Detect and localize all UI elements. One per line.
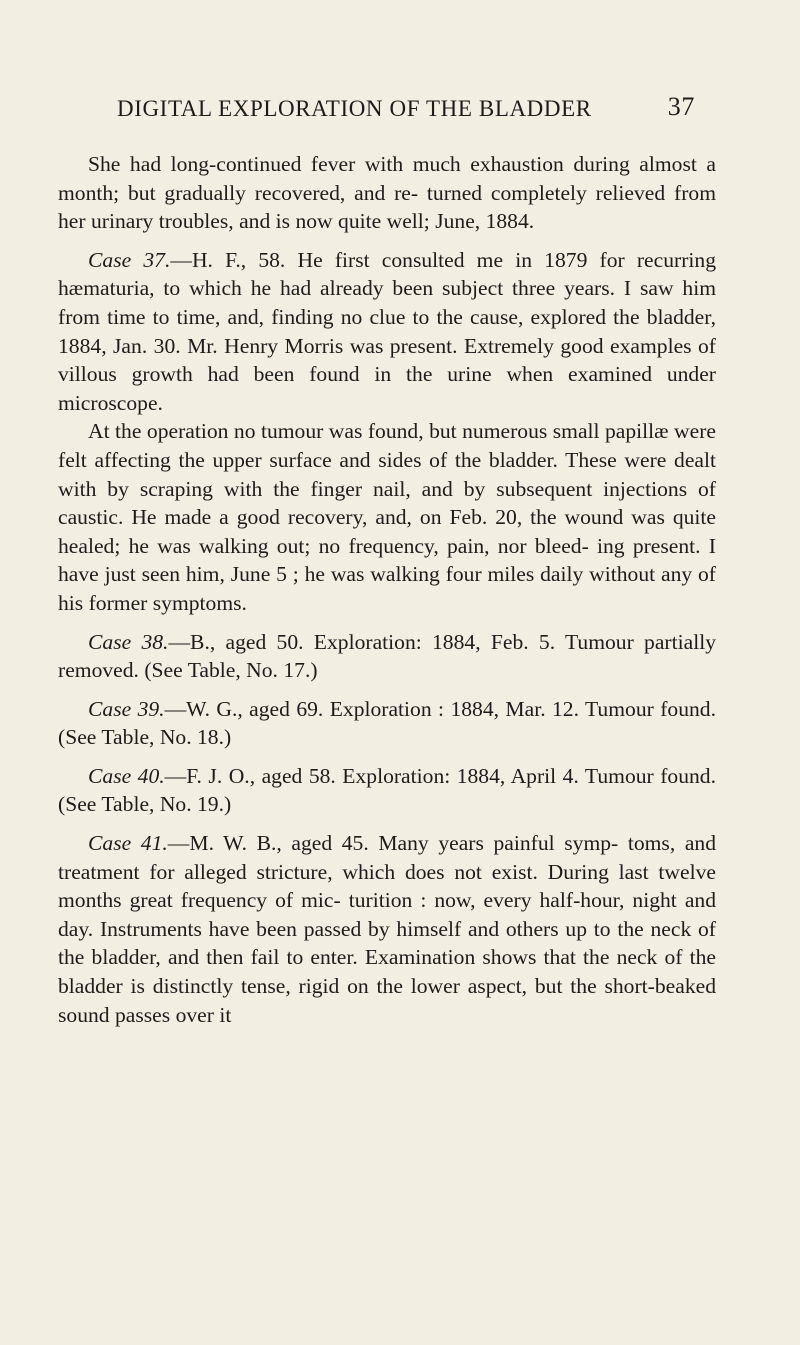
case-label: Case 38.	[88, 629, 169, 654]
case-label: Case 41.	[88, 831, 168, 856]
paragraph-continuation	[58, 150, 716, 236]
case-label: Case 37.	[88, 247, 171, 272]
paragraph-text: She had long-continued fever with much exhaustion during almost a month; but gradually recovered, and re- turned completely relieved from her urinary troubles, and is now quite well; June, 1884.	[58, 152, 716, 234]
running-head	[117, 92, 695, 128]
paragraph-case-37-operation	[58, 417, 716, 617]
paragraph-case-38	[58, 628, 716, 685]
paragraph-text: —M. W. B., aged 45. Many years painful symp- toms, and treatment for alleged stricture, which does not exist. During last twelve months great frequency of mic- turition : now, every half-hour, night and day. Instruments have been passed by himself and others up to the neck of the bladder, and then fail to enter. Examination shows that the neck of the bladder is distinctly tense, rigid on the lower aspect, but the short-beaked sound passes over it	[58, 831, 716, 1027]
paragraph-text: —H. F., 58. He first consulted me in 1879 for recurring hæmaturia, to which he had already been subject three years. I saw him from time to time, and, finding no clue to the cause, explored the bladder, 1884, Jan. 30. Mr. Henry Morris was present. Extremely good examples of villous growth had been found in the urine when examined under microscope.	[58, 247, 716, 415]
paragraph-text: —F. J. O., aged 58. Exploration: 1884, April 4. Tumour found. (See Table, No. 19.)	[58, 763, 716, 817]
paragraph-text: —B., aged 50. Exploration: 1884, Feb. 5. Tumour partially removed. (See Table, No. 17.)	[58, 629, 717, 683]
running-title: DIGITAL EXPLORATION OF THE BLADDER	[117, 96, 592, 121]
body-text	[58, 150, 716, 1029]
paragraph-text: At the operation no tumour was found, but numerous small papillæ were felt affecting the upper surface and sides of the bladder. These were dealt with by scraping with the finger nail, and by subsequent injections of caustic. He made a good recovery, and, on Feb. 20, the wound was quite healed; he was walking out; no frequency, pain, nor bleed- ing present. I have just seen him, June 5 ; he was walking four miles daily without any of his former symptoms.	[58, 419, 716, 615]
paragraph-case-41	[58, 829, 716, 1029]
paragraph-case-37	[58, 246, 716, 418]
paragraph-case-40	[58, 762, 716, 819]
case-label: Case 39.	[88, 696, 165, 721]
case-label: Case 40.	[88, 763, 165, 788]
page-number: 37	[667, 92, 695, 121]
paragraph-text: —W. G., aged 69. Exploration : 1884, Mar. 12. Tumour found. (See Table, No. 18.)	[58, 696, 716, 750]
paragraph-case-39	[58, 695, 716, 752]
